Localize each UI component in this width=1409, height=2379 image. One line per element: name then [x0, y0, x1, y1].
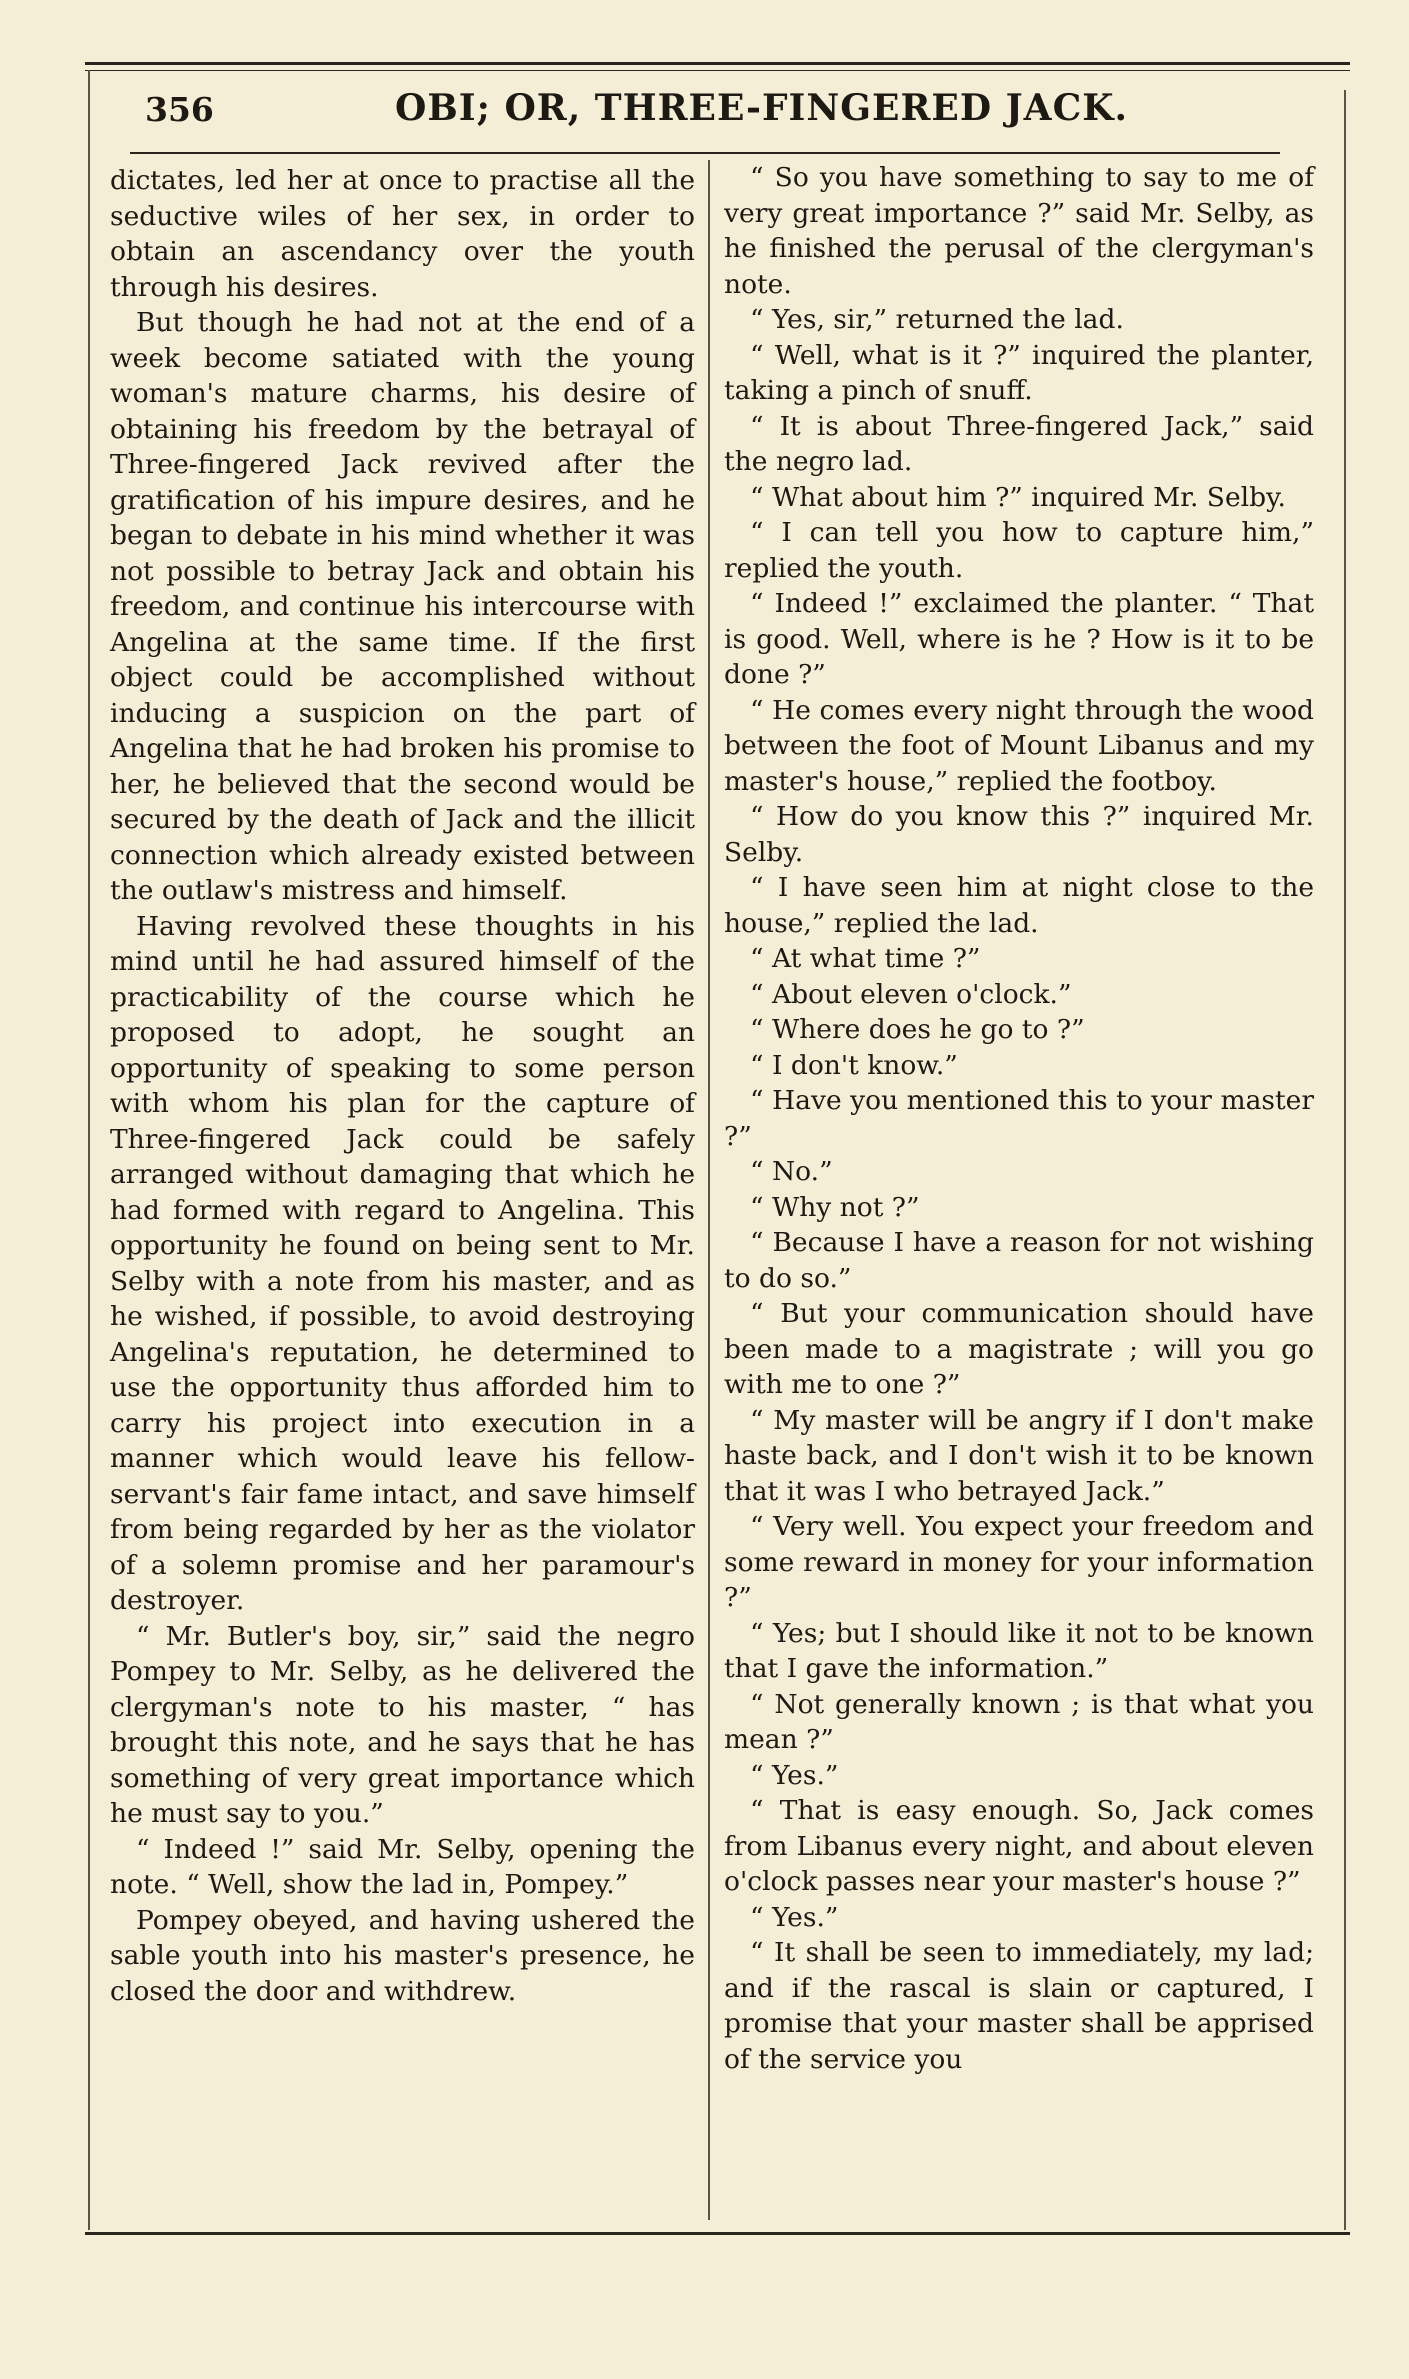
paragraph: “ He comes every night through the wood between the foot of Mount Libanus and my master's house,” replied the footboy.	[724, 694, 1314, 797]
paragraph: “ Have you mentioned this to your master ?”	[724, 1085, 1314, 1152]
page-header	[130, 82, 1280, 142]
running-title: OBI; OR, THREE-FINGERED JACK.	[395, 87, 1129, 129]
paragraph: “ Why not ?”	[750, 1191, 920, 1223]
paragraph: “ It is about Three-fingered Jack,” said the negro lad.	[724, 410, 1314, 477]
paragraph: “ So you have something to say to me of very great importance ?” said Mr. Selby, as he finished the perusal of the clergyman's note.	[724, 162, 1314, 300]
paragraph: “ I have seen him at night close to the house,” replied the lad.	[724, 872, 1314, 939]
paragraph: “ I don't know.”	[750, 1049, 958, 1081]
paragraph: “ Because I have a reason for not wishing to do so.”	[724, 1227, 1314, 1294]
left-border-line	[88, 70, 90, 2230]
paragraph: “ Yes; but I should like it not to be known that I gave the information.”	[724, 1617, 1314, 1684]
paragraph: But though he had not at the end of a week become satiated with the young woman's mature charms, his desire of obtaining his freedom by the betrayal of Three-fingered Jack revived after the gratification of his impure desires, and he began to debate in his mind whether it was not possible to betray Jack and obtain his freedom, and continue his intercourse with Angelina at the same time. If the first object could be accomplished without inducing a suspicion on the part of Angelina that he had broken his promise to her, he believed that the second would be secured by the death of Jack and the illicit connection which already existed between the outlaw's mistress and himself.	[110, 307, 695, 906]
paragraph: “ But your communication should have been made to a magistrate ; will you go with me to one ?”	[724, 1298, 1314, 1400]
paragraph: “ Not generally known ; is that what you mean ?”	[724, 1688, 1314, 1755]
header-underline	[130, 152, 1280, 154]
paragraph: “ My master will be angry if I don't make haste back, and I don't wish it to be known that it was I who betrayed Jack.”	[724, 1404, 1314, 1507]
paragraph: “ Yes, sir,” returned the lad.	[750, 304, 1124, 335]
paragraph: “ Yes.”	[750, 1901, 839, 1933]
paragraph: “ Where does he go to ?”	[750, 1014, 1085, 1045]
paragraph: “ At what time ?”	[750, 943, 981, 974]
paragraph: “ Yes.”	[750, 1759, 839, 1791]
paragraph: “ That is easy enough. So, Jack comes from Libanus every night, and about eleven o'clock passes near your master's house ?”	[724, 1795, 1314, 1897]
bottom-border-rule	[85, 2232, 1350, 2235]
paragraph: “ No.”	[750, 1156, 833, 1187]
right-column	[724, 160, 1314, 2077]
paragraph: “ Mr. Butler's boy, sir,” said the negro Pompey to Mr. Selby, as he delivered the clergyman's note to his master, “ has brought this note, and he says that he has something of very great importance which he must say to you.”	[110, 1620, 695, 1829]
column-divider	[708, 160, 710, 2220]
paragraph: dictates, led her at once to practise all the seductive wiles of her sex, in order to obtain an ascendancy over the youth through his desires.	[110, 165, 695, 303]
paragraph: “ What about him ?” inquired Mr. Selby.	[750, 481, 1286, 513]
top-border-rule	[85, 62, 1350, 65]
left-column	[110, 163, 695, 2009]
paragraph: “ About eleven o'clock.”	[750, 978, 1072, 1010]
paragraph: “ I can tell you how to capture him,” replied the youth.	[724, 517, 1314, 584]
paragraph: “ It shall be seen to immediately, my lad; and if the rascal is slain or captured, I promise that your master shall be apprised of the service you	[724, 1937, 1314, 2075]
top-border-rule-thin	[85, 70, 1350, 71]
paragraph: Pompey obeyed, and having ushered the sable youth into his master's presence, he closed the door and withdrew.	[110, 1904, 695, 2007]
page-number: 356	[145, 90, 214, 129]
paragraph: Having revolved these thoughts in his mind until he had assured himself of the practicability of the course which he proposed to adopt, he sought an opportunity of speaking to some person with whom his plan for the capture of Three-fingered Jack could be safely arranged without damaging that which he had formed with regard to Angelina. This opportunity he found on being sent to Mr. Selby with a note from his master, and as he wished, if possible, to avoid destroying Angelina's reputation, he determined to use the opportunity thus afforded him to carry his project into execution in a manner which would leave his fellow-servant's fair fame intact, and save himself from being regarded by her as the violator of a solemn promise and her paramour's destroyer.	[110, 910, 695, 1616]
right-border-line	[1344, 90, 1346, 2230]
paragraph: “ How do you know this ?” inquired Mr. Selby.	[724, 801, 1314, 868]
paragraph: “ Indeed !” exclaimed the planter. “ That is good. Well, where is he ? How is it to be done ?”	[724, 588, 1314, 690]
paragraph: “ Indeed !” said Mr. Selby, opening the note. “ Well, show the lad in, Pompey.”	[110, 1833, 695, 1900]
paragraph: “ Very well. You expect your freedom and some reward in money for your information ?”	[724, 1511, 1314, 1613]
paragraph: “ Well, what is it ?” inquired the planter, taking a pinch of snuff.	[724, 339, 1314, 406]
